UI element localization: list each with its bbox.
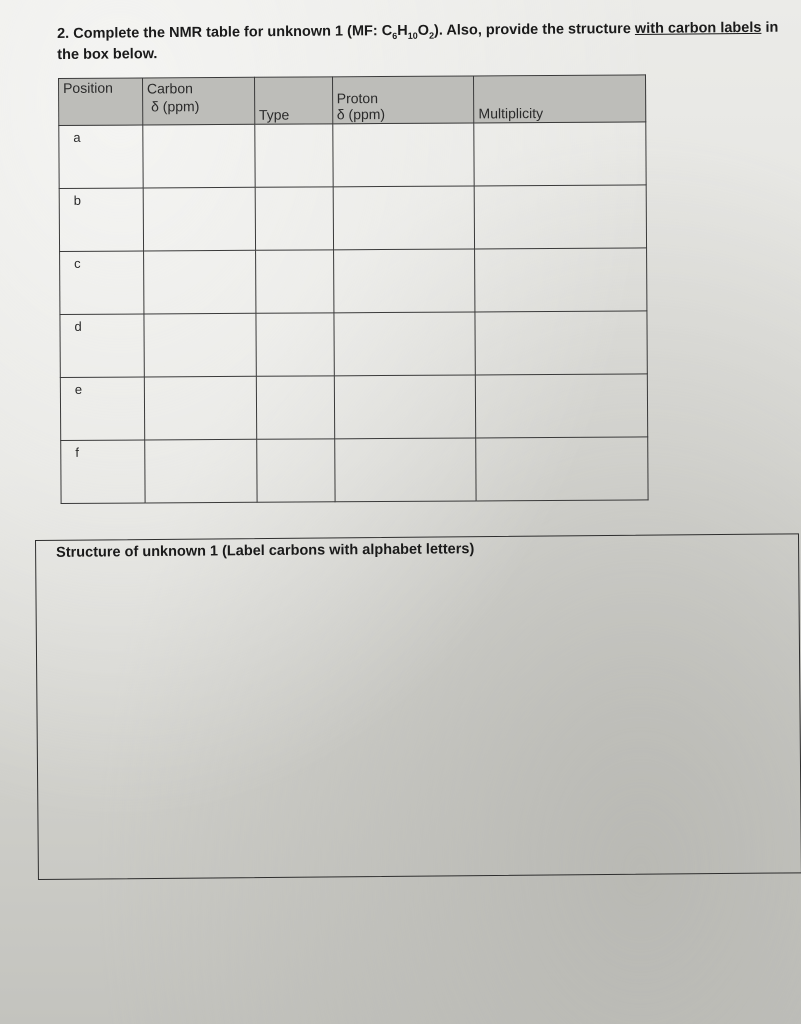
question-number: 2. [57, 25, 70, 42]
table-row [60, 248, 647, 315]
table-row [60, 374, 647, 441]
position-cell: b [59, 188, 143, 252]
position-cell: c [60, 251, 144, 315]
carbon-shift-cell[interactable] [143, 250, 255, 314]
proton-shift-cell[interactable] [334, 375, 476, 439]
multiplicity-cell[interactable] [474, 122, 646, 186]
table-row [61, 437, 648, 504]
multiplicity-cell[interactable] [474, 185, 646, 249]
structure-box-title: Structure of unknown 1 (Label carbons with alphabet letters) [56, 541, 475, 561]
question-text-part1: Complete the NMR table for unknown 1 (MF: C [73, 23, 393, 42]
type-cell[interactable] [256, 376, 334, 439]
hydrogen-count: 10 [407, 30, 418, 41]
table-row [60, 311, 647, 378]
nmr-table [58, 74, 649, 504]
position-cell: e [60, 377, 144, 441]
proton-shift-cell[interactable] [334, 312, 476, 376]
nmr-table-header [59, 75, 646, 126]
position-cell: d [60, 314, 144, 378]
proton-shift-cell[interactable] [333, 249, 475, 313]
type-cell[interactable] [255, 187, 333, 250]
carbon-shift-cell[interactable] [143, 187, 255, 251]
type-cell[interactable] [256, 439, 334, 502]
multiplicity-cell[interactable] [475, 311, 647, 375]
carbon-shift-cell[interactable] [144, 313, 256, 377]
proton-shift-cell[interactable] [333, 186, 475, 250]
table-row [59, 185, 646, 252]
proton-shift-cell[interactable] [332, 123, 474, 187]
structure-answer-box[interactable] [35, 533, 801, 880]
question-text [57, 18, 787, 66]
oxygen-label: O [417, 22, 430, 39]
header-carbon: Carbon δ (ppm) [142, 77, 254, 125]
hydrogen-label: H [397, 22, 408, 40]
multiplicity-cell[interactable] [475, 248, 647, 312]
question-text-part2: ). Also, provide the structure [433, 20, 635, 39]
header-position: Position [59, 78, 143, 126]
type-cell[interactable] [255, 124, 333, 187]
proton-shift-cell[interactable] [334, 438, 476, 502]
table-row [59, 122, 646, 189]
position-cell: a [59, 125, 143, 189]
multiplicity-cell[interactable] [476, 437, 648, 501]
type-cell[interactable] [255, 250, 333, 313]
header-proton: Proton δ (ppm) [332, 76, 474, 124]
oxygen-count: 2 [428, 30, 435, 41]
header-multiplicity: Multiplicity [474, 75, 646, 123]
position-cell: f [61, 440, 145, 504]
header-type: Type [254, 77, 332, 124]
carbon-count: 6 [392, 30, 398, 41]
question-text-part3: in the box below. [57, 19, 779, 63]
type-cell[interactable] [256, 313, 334, 376]
carbon-shift-cell[interactable] [145, 439, 257, 503]
underlined-instruction: with carbon labels [634, 19, 762, 37]
carbon-shift-cell[interactable] [144, 376, 256, 440]
multiplicity-cell[interactable] [476, 374, 648, 438]
carbon-shift-cell[interactable] [143, 124, 255, 188]
